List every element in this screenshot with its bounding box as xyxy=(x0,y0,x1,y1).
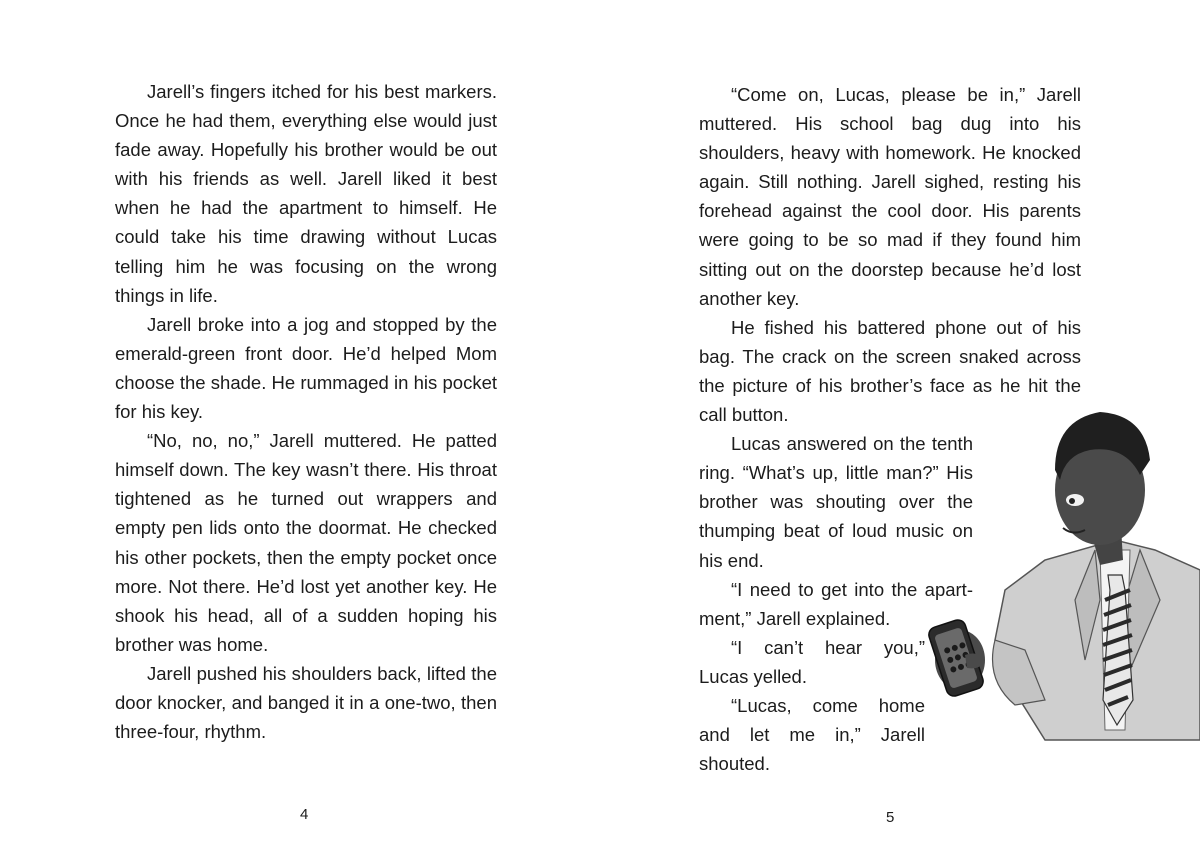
paragraph: Jarell pushed his shoulders back, lifted the door knocker, and banged it in a one-two, then three-four, rhythm. xyxy=(115,662,497,743)
paragraph: “No, no, no,” Jarell muttered. He patted himself down. The key wasn’t there. His throat tightened as he turned out wrappers and empty pen lids onto the doormat. He checked his other pockets, then the empty pocket once more. Not there. He’d lost yet another key. He shook his head, all of a sudden hoping his brother was home. xyxy=(115,430,497,655)
paragraph: “I can’t hear you,” Lucas yelled. xyxy=(699,636,925,687)
boy-with-phone-illustration xyxy=(925,400,1200,750)
paragraph: Jarell broke into a jog and stopped by the emerald-green front door. He’d helped Mom choose the shade. He rummaged in his pocket for his key. xyxy=(115,313,497,423)
paragraph: He fished his battered phone out of his bag. The crack on the screen snaked across the picture of his brother’s face as he hit the call button. xyxy=(699,316,1081,426)
paragraph: Lucas answered on the tenth ring. “What’s up, little man?” His brother was shouting over the thumping beat of loud music on his end. xyxy=(699,433,973,571)
paragraph: “I need to get into the apartment,” Jarell explained. xyxy=(699,578,973,629)
paragraph: “Come on, Lucas, please be in,” Jarell muttered. His school bag dug into his shoulders, heavy with homework. He knocked again. Still nothing. Jarell sighed, resting his forehead against the cool door. His parents were going to be so mad if they found him sitting out on the doorstep because he’d lost another key. xyxy=(699,84,1081,309)
paragraph: “Lucas, come home and let me in,” Jarell shouted. xyxy=(699,694,925,775)
page-number: 5 xyxy=(886,809,895,826)
left-page-text xyxy=(115,77,497,746)
right-page xyxy=(600,0,1200,860)
paragraph: Jarell’s fingers itched for his best markers. Once he had them, everything else would just fade away. Hopefully his brother would be out with his friends as well. Jarell liked it best when he had the apartment to himself. He could take his time drawing without Lucas telling him he was focusing on the wrong things in life. xyxy=(115,81,497,306)
page-number: 4 xyxy=(300,806,309,823)
